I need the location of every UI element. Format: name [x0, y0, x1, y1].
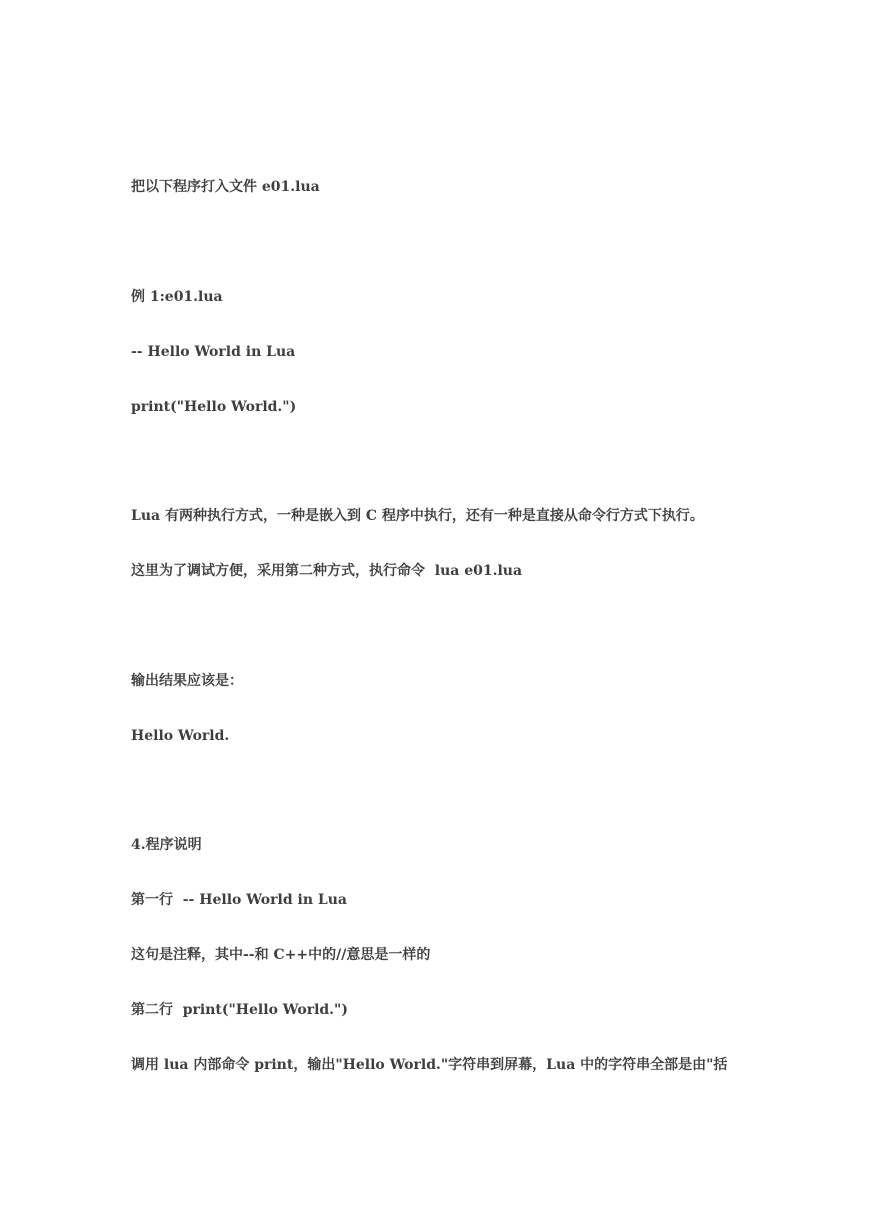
print-explanation: 调用 lua 内部命令 print，输出"Hello World."字符串到屏幕，Lua 中的字符串全部是由"括: [131, 1057, 728, 1073]
run-command-text: 这里为了调试方便，采用第二种方式，执行命令 lua e01.lua: [131, 563, 523, 579]
section-heading: 4.程序说明: [131, 837, 202, 853]
output-heading: 输出结果应该是：: [131, 673, 243, 689]
line-two-label: 第二行 print("Hello World."): [131, 1002, 348, 1018]
line-one-label: 第一行 -- Hello World in Lua: [131, 892, 347, 908]
code-comment-line: -- Hello World in Lua: [131, 344, 296, 360]
output-value: Hello World.: [131, 728, 230, 744]
code-print-line: print("Hello World."): [131, 399, 297, 415]
example-heading: 例 1:e01.lua: [131, 289, 223, 305]
comment-explanation: 这句是注释，其中--和 C++中的//意思是一样的: [131, 947, 431, 963]
execution-modes-text: Lua 有两种执行方式，一种是嵌入到 C 程序中执行，还有一种是直接从命令行方式下执行。: [131, 508, 704, 524]
intro-instruction: 把以下程序打入文件 e01.lua: [131, 179, 320, 195]
